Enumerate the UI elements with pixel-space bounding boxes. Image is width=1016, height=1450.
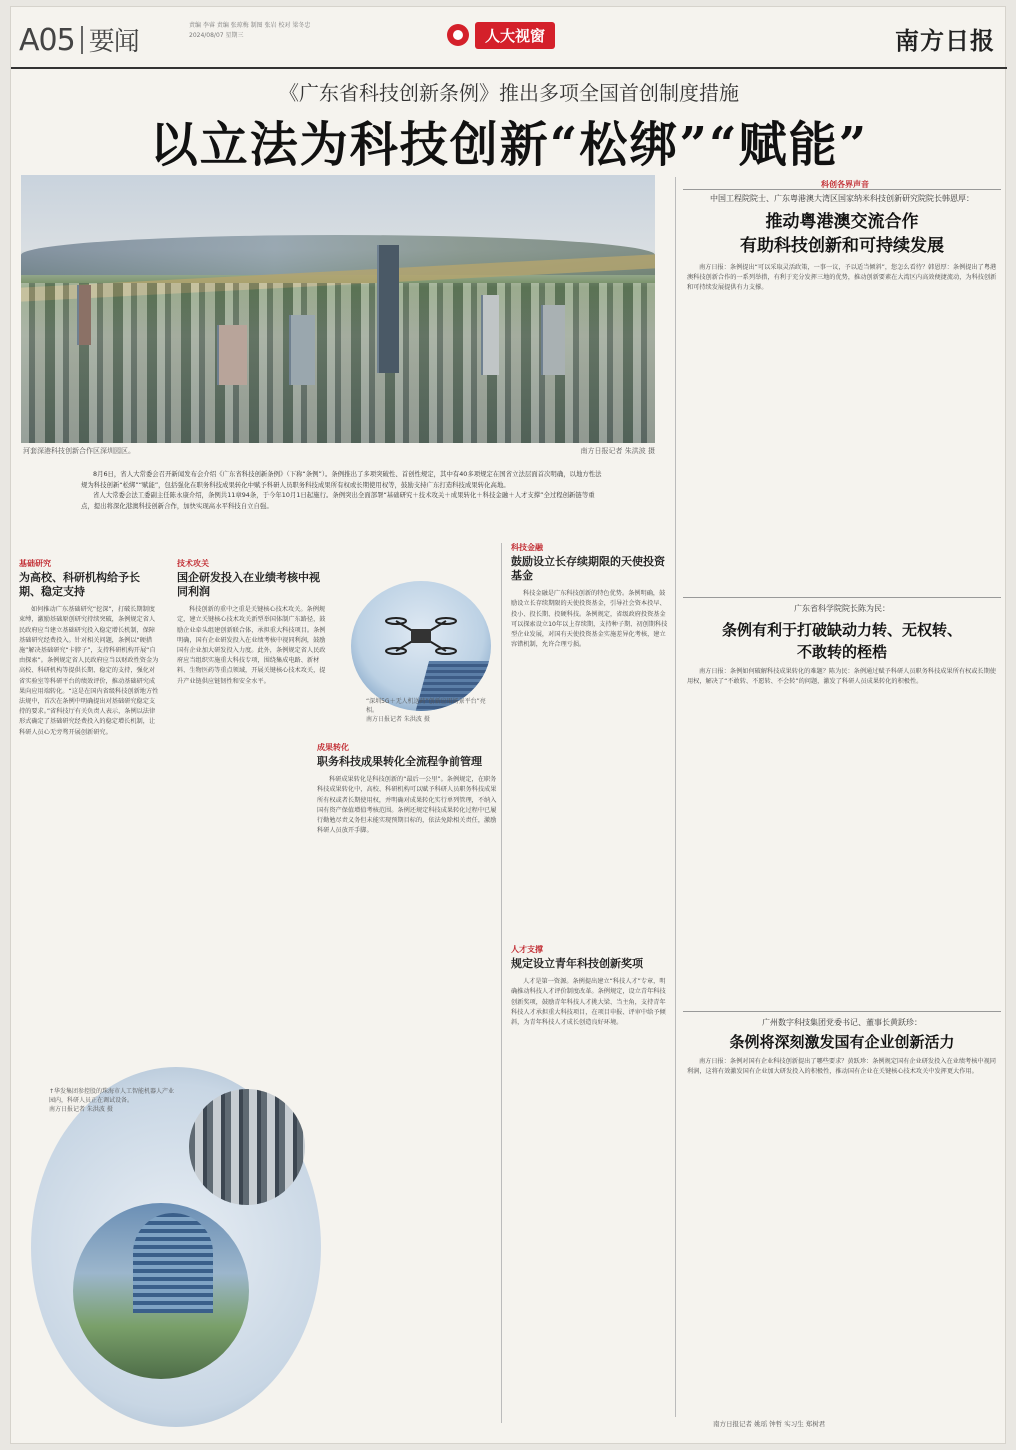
brand-label: 人大视窗 [475, 22, 555, 49]
robot-photo [189, 1089, 305, 1205]
sidebar-title: 条例有利于打破缺动力转、无权转、 [721, 621, 962, 639]
photo-tower [289, 315, 315, 385]
sidebar-title: 条例将深刻激发国有企业创新活力 [729, 1033, 955, 1051]
column-body: 科技创新的重中之重是关键核心技术攻关。条例规定，建立关键核心技术攻关新型举国体制广东路径，鼓励企业牵头组建创新联合体，承担重大科技项目。条例明确，国有企业研发投入在业绩考核中视同利润，鼓励国有企业加大研发投入力度。此外，条例规定省人民政府应当组织实施重大科技专项，围绕集成电路、新材料、生物医药等重点领域，开展关键核心技术攻关，提升产业链供应链韧性和安全水平。 [177, 606, 326, 685]
divider [81, 26, 83, 54]
sidebar-body: 南方日报：条例对国有企业科技创新提出了哪些要求？黄跃珍：条例规定国有企业研发投入在业绩考核中视同利润，这将有效激发国有企业加大研发投入的积极性，推动国有企业在关键核心技术攻关中发挥更大作用。 [687, 1058, 996, 1076]
column-body: 如何推动广东基础研究“挖深”，打破长期制度束缚，激励基础原创研究持续突破，条例规定省人民政府应当建立基础研究投入稳定增长机制，保障基础研究经费投入。针对相关问题，条例以“硬措施”解决基础研究“卡脖子”，支持科研机构开展“自由探索”。条例规定省人民政府应当以财政性资金为高校、科研机构等提供长期、稳定的支持，强化对省实验室等科研平台的绩效评价，推动基础研究成果向应用端转化。“这是在国内省级科技创新地方性法规中，首次在条例中明确提出对基础研究稳定支持的要求。”省科技厅有关负责人表示，条例以法律形式确定了基础研究经费投入的稳定增长机制，让科研人员心无旁骛开展创新研究。 [19, 606, 159, 736]
sidebar-title: 有助科技创新和可持续发展 [740, 236, 944, 256]
sidebar-person: 广东省科学院院长陈为民： [794, 604, 890, 613]
photo-tower [481, 295, 499, 375]
sidebar-interview-2 [687, 667, 999, 1007]
column-tag: 技术攻关 [177, 559, 209, 568]
column-tag: 基础研究 [19, 559, 51, 568]
column-body: 科技金融是广东科技创新的特色优势。条例明确，鼓励设立长存续期限的天使投资基金，引导社会资本投早、投小、投长期、投硬科技。条例规定，省级政府投资基金可以探索设立10年以上存续期，支持种子期、初创期科技型企业发展，对国有天使投资基金实施差异化考核，建立容错机制，允许合理亏损。 [511, 590, 668, 649]
sidebar-person: 广州数字科技集团党委书记、董事长黄跃珍： [762, 1018, 922, 1027]
photo-tower [217, 325, 247, 385]
campus-photo [73, 1203, 249, 1379]
author-signature: 南方日报记者 姚瑶 钟哲 实习生 郑树君 [713, 1420, 826, 1428]
drone-photo [351, 581, 491, 711]
newspaper-logo: 南方日报 [895, 26, 995, 55]
photo-caption-text: 河套深港科技创新合作区深圳园区。 [23, 447, 135, 455]
sidebar-rule [683, 1011, 1001, 1012]
brand-logo-icon [447, 24, 469, 46]
photo-tower [77, 285, 91, 345]
column-headline: 职务科技成果转化全流程争前管理 [317, 755, 482, 769]
column-headline: 鼓励设立长存续期限的天使投资基金 [511, 555, 665, 583]
column-talent-support [511, 945, 671, 1405]
drone-caption [366, 697, 486, 724]
photo-credit: 南方日报记者 朱洪波 摄 [580, 447, 655, 455]
column-brand [443, 21, 593, 51]
sidebar-body: 南方日报：条例提出“可以采取灵活政策，一事一议，予以适当倾斜”，您怎么看待？韩恩厚：条例提出了粤港澳科技创新合作的一系列举措，有利于充分发挥三地的优势，推动创新要素在大湾区内高效便捷流动，为科技创新和可持续发展提供有力支撑。 [687, 264, 997, 292]
page-number [19, 21, 139, 58]
page-number-text: A05 [19, 23, 75, 58]
lede-paragraph: 省人大常委会法工委副主任陈永康介绍，条例共11章94条，于今年10月1日起施行。条例突出全面部署“基础研究＋技术攻关＋成果转化＋科技金融＋人才支撑”全过程创新链等重点，提出将深化港澳科技创新合作，加快实现高水平科技自立自强。 [81, 491, 595, 510]
photo-caption [23, 446, 655, 456]
photo-building [133, 1213, 213, 1313]
article-kicker: 《广东省科技创新条例》推出多项全国首创制度措施 [279, 81, 739, 105]
column-body: 科研成果转化是科技创新的“最后一公里”。条例规定，在职务科技成果转化中，高校、科研机构可以赋予科研人员职务科技成果所有权或者长期使用权，并明确对成果转化实行单列管理，不纳入国有资产保值增值考核范围。条例还规定科技成果转化过程中已履行勤勉尽责义务但未能实现预期目标的，依法免除相关责任，激励科研人员放开手脚。 [317, 776, 497, 835]
column-tech-finance [511, 543, 671, 943]
masthead [11, 7, 1007, 69]
column-headline: 规定设立青年科技创新奖项 [511, 957, 643, 971]
section-name: 要闻 [88, 27, 139, 57]
bottom-caption-text: ↑华发集团参控股的珠海市人工智能机器人产业园内，科研人员正在调试设备。 [49, 1088, 175, 1104]
column-tag: 科技金融 [511, 543, 543, 552]
sidebar-title: 不敢转的桎梏 [796, 643, 887, 661]
column-tag: 人才支撑 [511, 945, 543, 954]
drone-credit: 南方日报记者 朱洪波 摄 [366, 716, 430, 723]
column-divider [675, 177, 676, 1417]
photo-tower [541, 305, 565, 375]
column-basic-research [19, 559, 159, 1059]
column-headline: 国企研发投入在业绩考核中视同利润 [177, 571, 320, 599]
sidebar-interview-3 [687, 1057, 999, 1407]
credits-line: 责编 李睿 责编 张琼梅 制图 张岩 校对 梁冬忠 [189, 22, 311, 29]
editor-credits [189, 21, 310, 41]
sidebar-rule [683, 597, 1001, 598]
photo-tower [377, 245, 399, 373]
sidebar-rule [683, 189, 1001, 190]
sidebar-interview-1 [687, 263, 999, 593]
column-headline: 为高校、科研机构给予长期、稳定支持 [19, 571, 140, 599]
article-headline: 以立法为科技创新“松绑”“赋能” [149, 117, 869, 173]
lede-paragraph: 8月6日，省人大常委会召开新闻发布会介绍《广东省科技创新条例》（下称“条例”）。条例推出了多项突破性、首创性规定，其中有40多项规定在国省立法层面首次明确，以地方性法规为科技创新“松绑”“赋能”，包括强化在职务科技成果转化中赋予科研人员职务科技成果所有权或长期使用权等，鼓励支持广东打造科技成果转化高地。 [81, 470, 602, 489]
column-body: 人才是第一资源。条例提出建立“科技人才”专章，明确推动科技人才评价制度改革。条例规定，设立青年科技创新奖项，鼓励青年科技人才挑大梁、当主角，支持青年科技人才承担重大科技项目，在项目申报、评审中给予倾斜，为青年科技人才成长创造良好环境。 [511, 978, 666, 1027]
column-achievement-transfer [317, 743, 497, 1383]
sidebar-person: 中国工程院院士、广东粤港澳大湾区国家纳米科技创新研究院院长韩恩厚： [710, 194, 974, 203]
aerial-city-photo [21, 175, 655, 443]
newspaper-page [10, 6, 1006, 1444]
column-divider [501, 543, 502, 1423]
drone-caption-text: “深圳5G＋无人机送药”创新应用场景平台”亮相。 [366, 698, 486, 714]
sidebar-tag: 科创各界声音 [821, 180, 869, 189]
sidebar-title: 推动粤港澳交流合作 [765, 212, 919, 232]
article-lede [81, 469, 603, 511]
column-tag: 成果转化 [317, 743, 349, 752]
date-line: 2024/08/07 星期三 [189, 32, 244, 39]
bottom-photo-caption [49, 1087, 179, 1114]
bottom-photo-credit: 南方日报记者 朱洪波 摄 [49, 1106, 113, 1113]
sidebar-body: 南方日报：条例如何破解科技成果转化的难题？陈为民：条例通过赋予科研人员职务科技成果所有权或长期使用权，解决了“不敢转、不愿转、不会转”的问题，激发了科研人员成果转化的积极性。 [687, 668, 996, 686]
column-tech-breakthrough [177, 559, 327, 1029]
